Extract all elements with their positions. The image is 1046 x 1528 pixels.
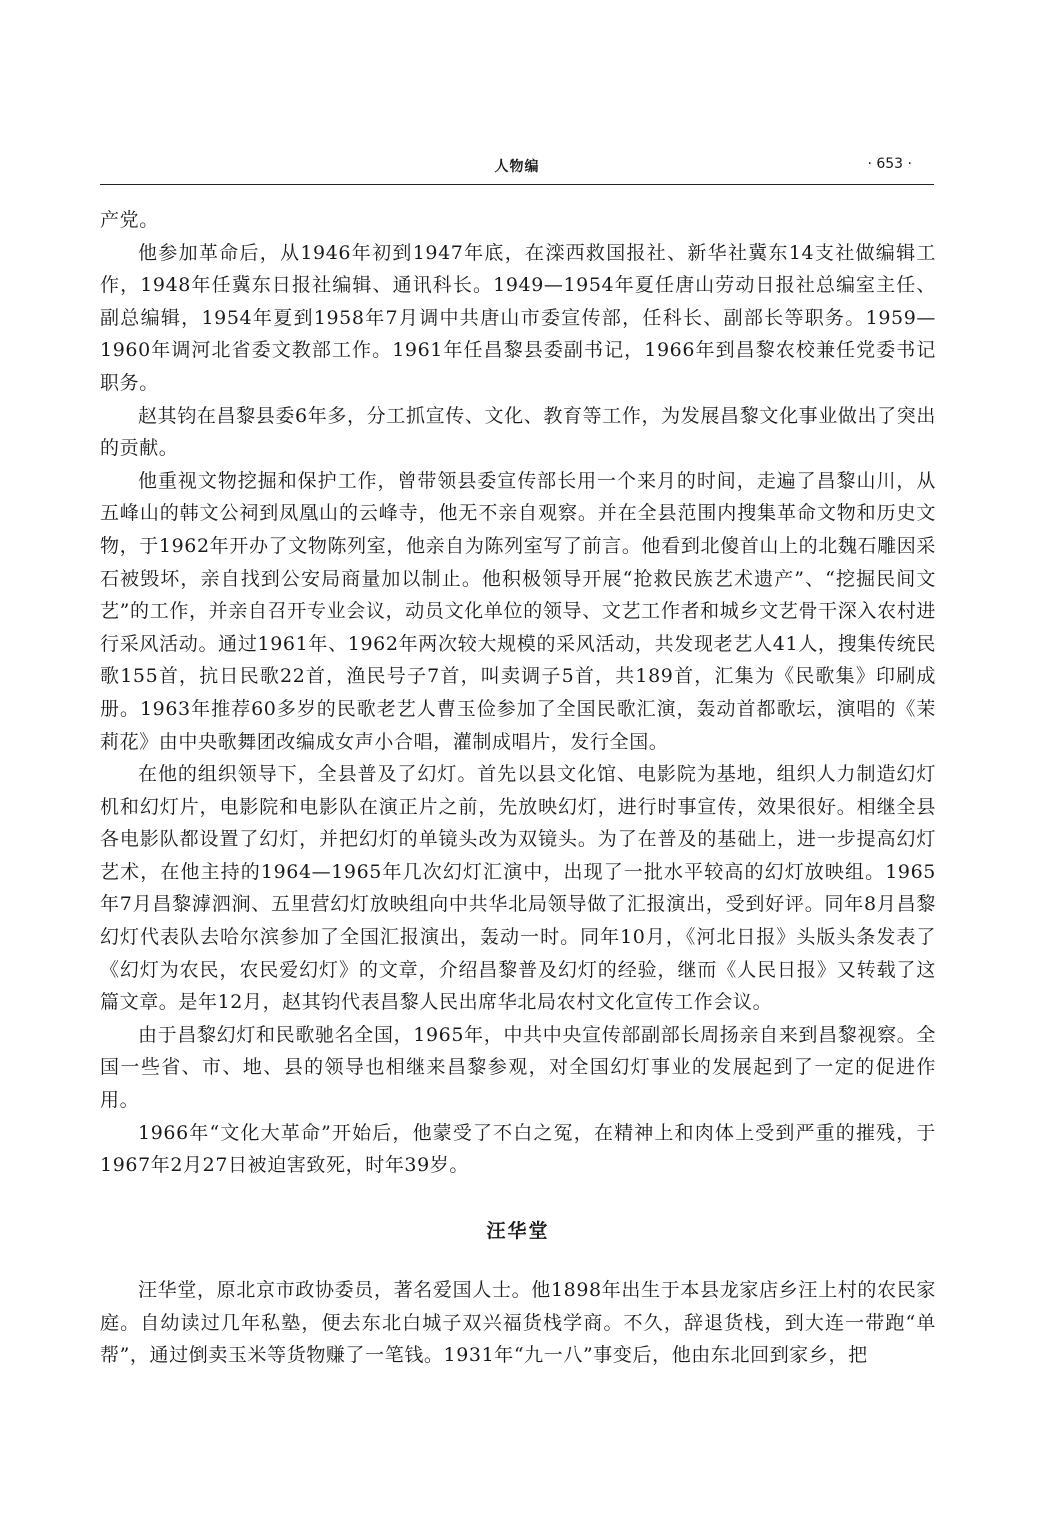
page-number: · 653 · <box>867 156 912 172</box>
running-head-title: 人物编 <box>494 159 540 175</box>
paragraph: 由于昌黎幻灯和民歌驰名全国，1965年，中共中央宣传部副部长周扬亲自来到昌黎视察。全国一些省、市、地、县的领导也相继来昌黎参观，对全国幻灯事业的发展起到了一定的促进作用。 <box>100 1023 936 1112</box>
paragraph: 他重视文物挖掘和保护工作，曾带领县委宣传部长用一个来月的时间，走遍了昌黎山川，从五峰山的韩文公祠到凤凰山的云峰寺，他无不亲自观察。并在全县范围内搜集革命文物和历史文物，于1962年开办了文物陈列室，他亲自为陈列室写了前言。他看到北傻首山上的北魏石雕因采石被毁坏，亲自找到公安局商量加以制止。他积极领导开展“抢救民族艺术遗产”、“挖掘民间文艺”的工作，并亲自召开专业会议，动员文化单位的领导、文艺工作者和城乡文艺骨干深入农村进行采风活动。通过1961年、1962年两次较大规模的采风活动，共发现老艺人41人，搜集传统民歌155首，抗日民歌22首，渔民号子7首，叫卖调子5首，共189首，汇集为《民歌集》印刷成册。1963年推荐60多岁的民歌老艺人曹玉俭参加了全国民歌汇演，轰动首都歌坛，演唱的《茉莉花》由中央歌舞团改编成女声小合唱，灌制成唱片，发行全国。 <box>100 469 936 753</box>
paragraph: 赵其钧在昌黎县委6年多，分工抓宣传、文化、教育等工作，为发展昌黎文化事业做出了突出的贡献。 <box>100 404 936 460</box>
paragraph: 他参加革命后，从1946年初到1947年底，在滦西救国报社、新华社冀东14支社做编辑工作，1948年任冀东日报社编辑、通讯科长。1949—1954年夏任唐山劳动日报社总编室主任、副总编辑，1954年夏到1958年7月调中共唐山市委宣传部，任科长、副部长等职务。1959—1960年调河北省委文教部工作。1961年任昌黎县委副书记，1966年到昌黎农校兼任党委书记职务。 <box>100 241 936 394</box>
person-heading: 汪华堂 <box>486 1220 550 1242</box>
wang-huatang-biography <box>100 1274 936 1372</box>
paragraph: 产党。 <box>100 209 159 231</box>
paragraph: 汪华堂，原北京市政协委员，著名爱国人士。他1898年出生于本县龙家店乡汪上村的农民家庭。自幼读过几年私塾，便去东北白城子双兴福货栈学商。不久，辞退货栈，到大连一带跑“单帮”，通过倒卖玉米等货物赚了一笔钱。1931年“九一八”事变后，他由东北回到家乡，把 <box>100 1279 936 1367</box>
zhao-qijun-biography <box>100 204 936 1182</box>
page-header <box>100 150 934 186</box>
paragraph: 在他的组织领导下，全县普及了幻灯。首先以县文化馆、电影院为基地，组织人力制造幻灯机和幻灯片，电影院和电影队在演正片之前，先放映幻灯，进行时事宣传，效果很好。相继全县各电影队都设置了幻灯，并把幻灯的单镜头改为双镜头。为了在普及的基础上，进一步提高幻灯艺术，在他主持的1964—1965年几次幻灯汇演中，出现了一批水平较高的幻灯放映组。1965年7月昌黎滹泗涧、五里营幻灯放映组向中共华北局领导做了汇报演出，受到好评。同年8月昌黎幻灯代表队去哈尔滨参加了全国汇报演出，轰动一时。同年10月，《河北日报》头版头条发表了《幻灯为农民，农民爱幻灯》的文章，介绍昌黎普及幻灯的经验，继而《人民日报》又转载了这篇文章。是年12月，赵其钧代表昌黎人民出席华北局农村文化宣传工作会议。 <box>100 763 936 1014</box>
paragraph: 1966年“文化大革命”开始后，他蒙受了不白之冤，在精神上和肉体上受到严重的摧残，于1967年2月27日被迫害致死，时年39岁。 <box>100 1121 936 1177</box>
header-rule <box>100 184 934 185</box>
